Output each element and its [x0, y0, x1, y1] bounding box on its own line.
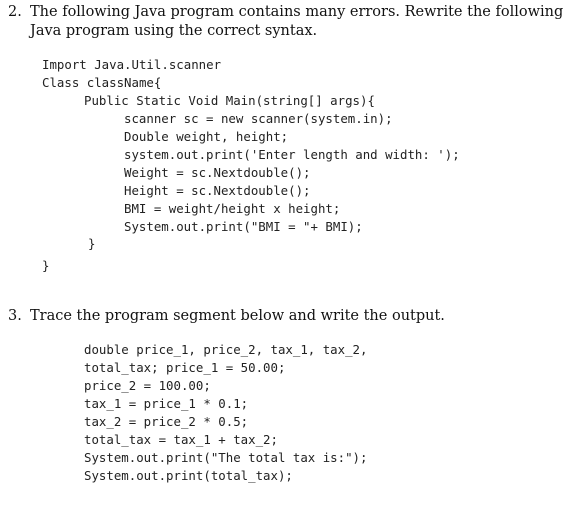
question-3-prompt-line-1: Trace the program segment below and write the output. [30, 308, 445, 324]
code-line: price_2 = 100.00; [84, 378, 211, 393]
code-line: System.out.print(total_tax); [84, 468, 293, 483]
code-line: tax_1 = price_1 * 0.1; [84, 396, 249, 411]
code-line: Double weight, height; [124, 129, 289, 144]
code-line: system.out.print('Enter length and width: '); [124, 147, 460, 162]
question-2-prompt-line-1: The following Java program contains many errors. Rewrite the following [30, 4, 563, 20]
code-line: Class className{ [42, 75, 162, 90]
question-2-number: 2. [8, 4, 22, 20]
code-line: total_tax = tax_1 + tax_2; [84, 432, 278, 447]
code-line: System.out.print("The total tax is:"); [84, 450, 368, 465]
code-line: Public Static Void Main(string[] args){ [84, 93, 375, 108]
code-line: scanner sc = new scanner(system.in); [124, 111, 393, 126]
code-line: System.out.print("BMI = "+ BMI); [124, 219, 363, 234]
question-3-number: 3. [8, 308, 22, 324]
code-line: } [42, 258, 50, 273]
code-line: Height = sc.Nextdouble(); [124, 183, 311, 198]
code-line: Weight = sc.Nextdouble(); [124, 165, 311, 180]
code-line: double price_1, price_2, tax_1, tax_2, [84, 342, 368, 357]
question-2-prompt-line-2: Java program using the correct syntax. [30, 23, 318, 39]
code-line: BMI = weight/height x height; [124, 201, 341, 216]
code-line: } [88, 236, 96, 251]
code-line: Import Java.Util.scanner [42, 57, 222, 72]
code-line: total_tax; price_1 = 50.00; [84, 360, 286, 375]
code-line: tax_2 = price_2 * 0.5; [84, 414, 249, 429]
